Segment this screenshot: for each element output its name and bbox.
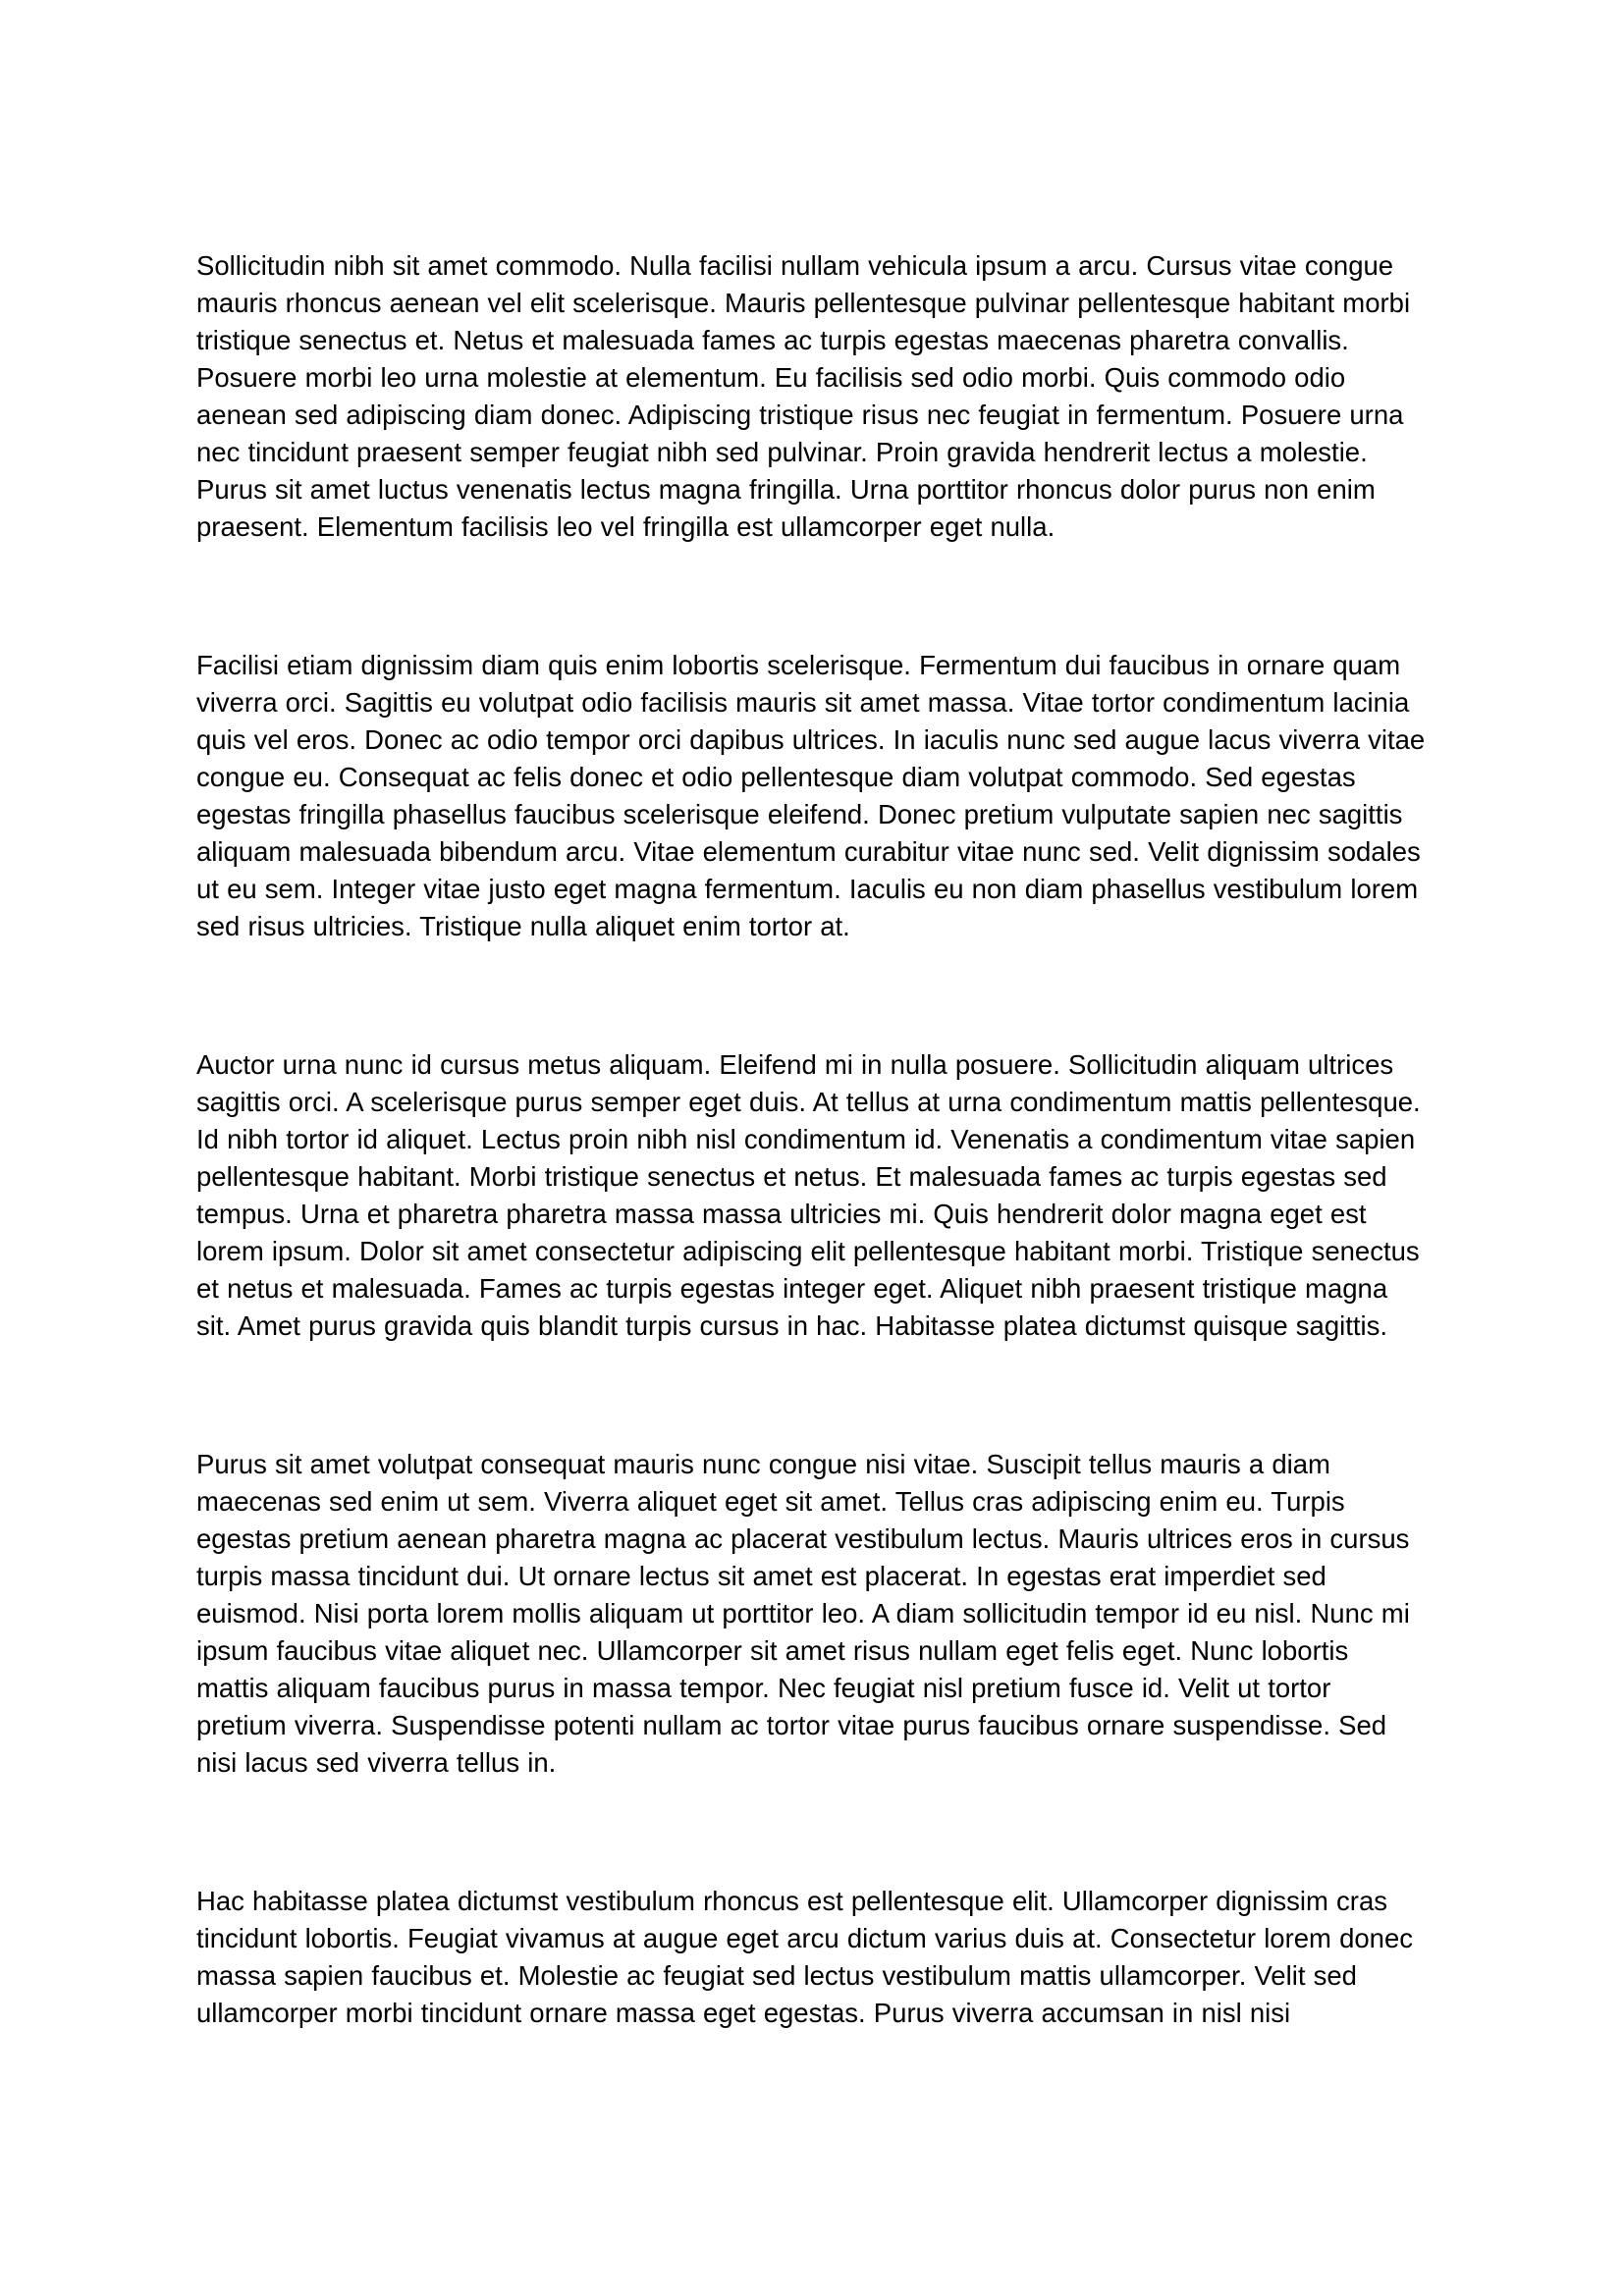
paragraph-4: Purus sit amet volutpat consequat mauris nunc congue nisi vitae. Suscipit tellus mauris a diam maecenas sed enim ut sem. Viverra aliquet eget sit amet. Tellus cras adipiscing enim eu. Turpis egestas pretium aenean pharetra magna ac placerat vestibulum lectus. Mauris ultrices eros in cursus turpis massa tincidunt dui. Ut ornare lectus sit amet est placerat. In egestas erat imperdiet sed euismod. Nisi porta lorem mollis aliquam ut porttitor leo. A diam sollicitudin tempor id eu nisl. Nunc mi ipsum faucibus vitae aliquet nec. Ullamcorper sit amet risus nullam eget felis eget. Nunc lobortis mattis aliquam faucibus purus in massa tempor. Nec feugiat nisl pretium fusce id. Velit ut tortor pretium viverra. Suspendisse potenti nullam ac tortor vitae purus faucibus ornare suspendisse. Sed nisi lacus sed viverra tellus in. [196,1449,1410,1778]
document-body [196,247,1428,2032]
paragraph-2: Facilisi etiam dignissim diam quis enim lobortis scelerisque. Fermentum dui faucibus in ornare quam viverra orci. Sagittis eu volutpat odio facilisis mauris sit amet massa. Vitae tortor condimentum lacinia quis vel eros. Donec ac odio tempor orci dapibus ultrices. In iaculis nunc sed augue lacus viverra vitae congue eu. Consequat ac felis donec et odio pellentesque diam volutpat commodo. Sed egestas egestas fringilla phasellus faucibus scelerisque eleifend. Donec pretium vulputate sapien nec sagittis aliquam malesuada bibendum arcu. Vitae elementum curabitur vitae nunc sed. Velit dignissim sodales ut eu sem. Integer vitae justo eget magna fermentum. Iaculis eu non diam phasellus vestibulum lorem sed risus ultricies. Tristique nulla aliquet enim tortor at. [196,650,1426,941]
paragraph-1: Sollicitudin nibh sit amet commodo. Nulla facilisi nullam vehicula ipsum a arcu. Cursus vitae congue mauris rhoncus aenean vel elit scelerisque. Mauris pellentesque pulvinar pellentesque habitant morbi tristique senectus et. Netus et malesuada fames ac turpis egestas maecenas pharetra convallis. Posuere morbi leo urna molestie at elementum. Eu facilisis sed odio morbi. Quis commodo odio aenean sed adipiscing diam donec. Adipiscing tristique risus nec feugiat in fermentum. Posuere urna nec tincidunt praesent semper feugiat nibh sed pulvinar. Proin gravida hendrerit lectus a molestie. Purus sit amet luctus venenatis lectus magna fringilla. Urna porttitor rhoncus dolor purus non enim praesent. Elementum facilisis leo vel fringilla est ullamcorper eget nulla. [196,250,1411,542]
paragraph-5: Hac habitasse platea dictumst vestibulum rhoncus est pellentesque elit. Ullamcorper dignissim cras tincidunt lobortis. Feugiat vivamus at augue eget arcu dictum varius duis at. Consectetur lorem donec massa sapien faucibus et. Molestie ac feugiat sed lectus vestibulum mattis ullamcorper. Velit sed ullamcorper morbi tincidunt ornare massa eget egestas. Purus viverra accumsan in nisl nisi [196,1886,1414,2028]
paragraph-3: Auctor urna nunc id cursus metus aliquam. Eleifend mi in nulla posuere. Sollicitudin aliquam ultrices sagittis orci. A scelerisque purus semper eget duis. At tellus at urna condimentum mattis pellentesque. Id nibh tortor id aliquet. Lectus proin nibh nisl condimentum id. Venenatis a condimentum vitae sapien pellentesque habitant. Morbi tristique senectus et netus. Et malesuada fames ac turpis egestas sed tempus. Urna et pharetra pharetra massa massa ultricies mi. Quis hendrerit dolor magna eget est lorem ipsum. Dolor sit amet consectetur adipiscing elit pellentesque habitant morbi. Tristique senectus et netus et malesuada. Fames ac turpis egestas integer eget. Aliquet nibh praesent tristique magna sit. Amet purus gravida quis blandit turpis cursus in hac. Habitasse platea dictumst quisque sagittis. [196,1049,1421,1341]
